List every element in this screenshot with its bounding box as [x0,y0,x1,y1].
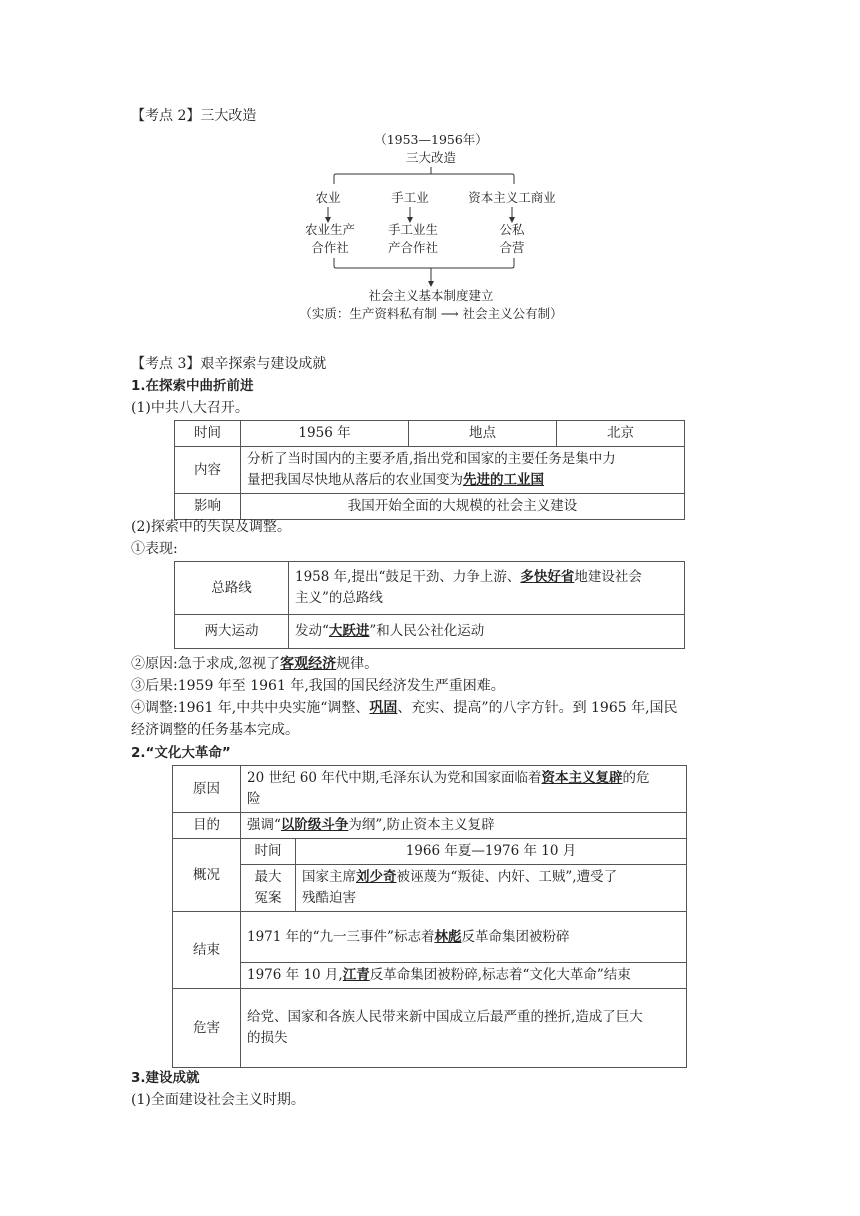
t1-time-value: 1956 年 [241,421,409,447]
para-adjust [131,699,678,717]
t2-r1-pre: 1958 年,提出“鼓足干劲、力争上游、 [295,569,521,585]
branch-handicraft: 手工业 [391,190,429,205]
t2-general-line-label: 总路线 [175,562,289,615]
t1-place-label: 地点 [409,421,557,447]
t3-harm-line2: 的损失 [247,1030,288,1046]
para-manifestation: ①表现: [131,541,178,557]
t2-general-line-1 [295,567,678,588]
t3-end1-value [241,912,687,963]
diagram-essence: （实质：生产资料私有制 ⟶ 社会主义公有制） [299,306,563,321]
t2-r2-pre: 发动“ [295,623,329,639]
para-mistakes: (2)探索中的失误及调整。 [131,519,291,535]
t3-end1-post: 反革命集团被粉碎 [461,928,570,945]
t3-goal-post: 为纲”,防止资本主义复辟 [348,817,495,833]
reason-post: 规律。 [336,656,379,672]
section-title-kaodian2: 【考点 2】三大改造 [131,108,257,124]
t3-end-label: 结束 [173,912,241,989]
adjust-post: 、充实、提高”的八字方针。到 1965 年,国民 [397,700,678,716]
para-adjust-line2: 经济调整的任务基本完成。 [131,722,299,738]
t3-cause-pre: 20 世纪 60 年代中期,毛泽东认为党和国家面临着 [247,770,542,786]
t3-time-label: 时间 [241,839,296,865]
t3-cause-key: 资本主义复辟 [541,770,623,786]
t1-place-value: 北京 [557,421,685,447]
t1-impact-label: 影响 [175,494,241,520]
t3-end2-key: 江青 [342,967,370,983]
t2-movements-label: 两大运动 [175,615,289,649]
t2-movements-value [289,615,685,649]
t2-r1-post: 地建设社会 [574,569,642,585]
branch-capitalist-commerce: 资本主义工商业 [468,190,556,205]
result-capitalist-2: 合营 [499,240,525,255]
t2-general-line-value [289,562,685,615]
para-eighth-congress: (1)中共八大召开。 [131,400,249,416]
diagram-outcome: 社会主义基本制度建立 [368,288,494,303]
t3-end2-value [241,963,687,989]
t1-content-line2 [247,470,678,491]
heading-achievements: 3.建设成就 [131,1070,200,1086]
result-agriculture-1: 农业生产 [304,222,356,237]
t2-r2-post: ”和人民公社化运动 [369,623,485,639]
t1-content-label: 内容 [175,447,241,494]
t2-r2-key: 大跃进 [328,623,370,639]
three-transformations-diagram [290,128,580,324]
t3-time-value: 1966 年夏—1976 年 10 月 [296,839,687,865]
t3-end2-pre: 1976 年 10 月, [247,967,343,983]
t1-impact-value: 我国开始全面的大规模的社会主义建设 [241,494,685,520]
t3-case-value [296,865,687,912]
t3-goal-value [241,813,687,839]
heading-cultural-revolution: 2.“文化大革命” [131,745,231,761]
t3-goal-key: 以阶级斗争 [280,817,349,833]
t3-case-line1 [302,867,680,888]
t3-goal-label: 目的 [173,813,241,839]
t1-content-value [241,447,685,494]
reason-key: 客观经济 [280,656,337,672]
t3-end1-pre: 1971 年的“九一三事件”标志着 [247,928,435,945]
t3-harm-value [241,989,687,1068]
branch-agriculture: 农业 [315,190,341,205]
t3-harm-line1: 给党、国家和各族人民带来新中国成立后最严重的挫折,造成了巨大 [247,1009,643,1025]
t3-cause-line2: 险 [247,791,261,807]
para-consequence: ③后果:1959 年至 1961 年,我国的国民经济发生严重困难。 [131,678,505,694]
t3-case-label [241,865,296,912]
t3-case-label-2: 冤案 [254,890,282,906]
t3-case-line2: 残酷迫害 [302,890,356,906]
para-comprehensive-construction: (1)全面建设社会主义时期。 [131,1092,305,1108]
t1-time-label: 时间 [175,421,241,447]
t3-overview-label: 概况 [173,839,241,912]
t3-end1-key: 林彪 [434,928,462,945]
adjust-pre: ④调整:1961 年,中共中央实施“调整、 [131,700,370,716]
t1-content-pre: 量把我国尽快地从落后的农业国变为 [247,472,463,488]
t3-cause-label: 原因 [173,766,241,813]
diagram-root: 三大改造 [405,150,457,165]
t3-case-pre: 国家主席 [302,869,356,885]
t3-harm-label: 危害 [173,989,241,1068]
adjust-key: 巩固 [369,700,398,716]
reason-pre: ②原因:急于求成,忽视了 [131,656,281,672]
para-reason [131,655,378,673]
manifestation-table [174,561,685,649]
result-agriculture-2: 合作社 [311,240,349,255]
result-handicraft-2: 产合作社 [387,240,439,255]
t3-cause-line1 [247,768,680,789]
diagram-period: （1953—1956年） [374,132,488,147]
result-handicraft-1: 手工业生 [387,222,439,237]
t3-case-label-1: 最大 [254,869,282,885]
cultural-revolution-table [172,765,687,1068]
section-title-kaodian3: 【考点 3】艰辛探索与建设成就 [131,356,327,372]
t3-end2-post: 反革命集团被粉碎,标志着“文化大革命”结束 [369,967,631,983]
t3-cause-value [241,766,687,813]
t1-content-key: 先进的工业国 [463,472,544,488]
result-capitalist-1: 公私 [499,222,525,237]
t2-general-line-2: 主义”的总路线 [295,590,383,606]
eighth-congress-table [174,420,685,520]
t2-r1-key: 多快好省 [520,569,575,585]
t3-cause-post: 的危 [622,770,650,786]
t1-content-line1: 分析了当时国内的主要矛盾,指出党和国家的主要任务是集中力 [247,451,616,467]
t3-goal-pre: 强调“ [247,817,281,833]
heading-exploration: 1.在探索中曲折前进 [131,378,254,394]
t3-case-post: 被诬蔑为“叛徒、内奸、工贼”,遭受了 [396,869,618,885]
t3-case-key: 刘少奇 [356,869,397,885]
